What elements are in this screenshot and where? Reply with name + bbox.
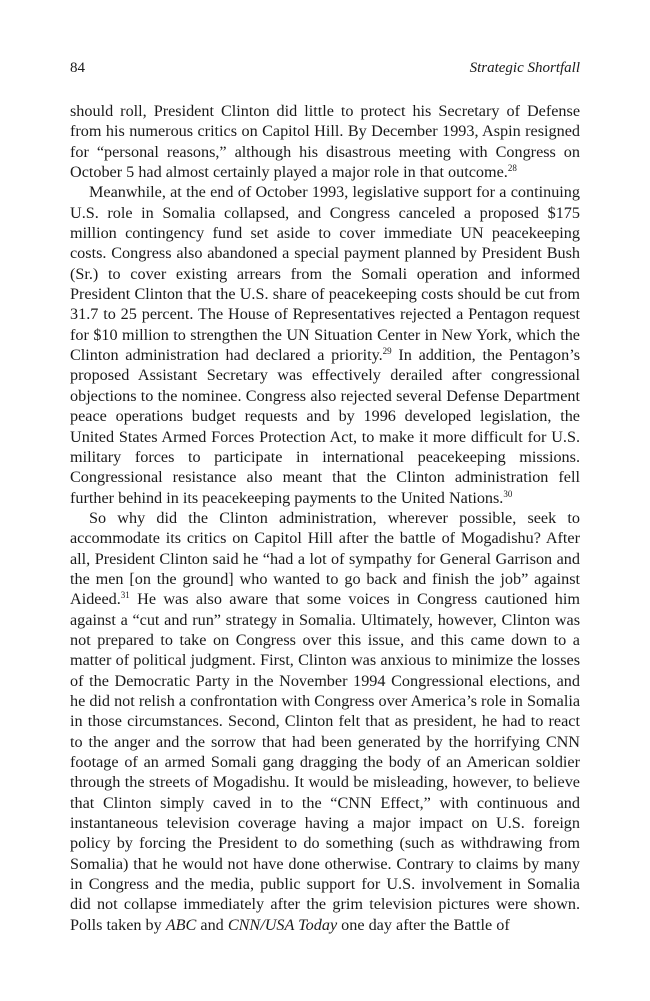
footnote-ref-29: 29 [382, 346, 392, 357]
body-text [70, 101, 580, 935]
footnote-ref-28: 28 [507, 163, 517, 174]
running-title: Strategic Shortfall [469, 60, 580, 76]
paragraph-1 [70, 101, 580, 182]
paragraph-2-text-b: In addition, the Pentagon’s proposed Assistant Secretary was effectively derailed after congressional objections to the nominee. Congress also rejected several Defense Department peace operations budget requests and by 1996 developed legislation, the United States Armed Forces Protection Act, to make it more difficult for U.S. military forces to participate in international peacekeeping missions. Congressional resistance also meant that the Clinton administration fell further behind in its peacekeeping payments to the United Nations. [70, 346, 580, 507]
page-number: 84 [70, 60, 85, 76]
paragraph-3-text-c: and [196, 915, 228, 934]
paragraph-3-text-a: So why did the Clinton administration, wherever possible, seek to accommodate its critics on Capitol Hill after the battle of Mogadishu? After all, President Clinton said he “had a lot of sympathy for General Garrison and the men [on the ground] who wanted to go back and finish the job” against Aideed. [70, 508, 580, 609]
paragraph-3 [70, 508, 580, 935]
running-head [70, 60, 580, 82]
paragraph-3-text-b: He was also aware that some voices in Congress cautioned him against a “cut and run” strategy in Somalia. Ultimately, however, Clinton was not prepared to take on Congress over this issue, and this came down to a matter of political judgment. First, Clinton was anxious to minimize the losses of the Democratic Party in the November 1994 Congressional elections, and he did not relish a confrontation with Congress over America’s role in Somalia in those circumstances. Second, Clinton felt that as president, he had to react to the anger and the sorrow that had been generated by the horrifying CNN footage of an armed Somali gang dragging the body of an American soldier through the streets of Mogadishu. It would be misleading, however, to believe that Clinton simply caved in to the “CNN Effect,” with continuous and instantaneous television coverage having a major impact on U.S. foreign policy by forcing the President to do something (such as withdrawing from Somalia) that he would not have done otherwise. Contrary to claims by many in Congress and the media, public support for U.S. involvement in Somalia did not collapse immediately after the grim television pictures were shown. Polls taken by [70, 590, 580, 934]
footnote-ref-30: 30 [503, 488, 513, 499]
paragraph-2-text-a: Meanwhile, at the end of October 1993, legislative support for a continuing U.S. role in Somalia collapsed, and Congress canceled a proposed $175 million contingency fund set aside to cover immediate UN peacekeeping costs. Congress also abandoned a special payment planned by President Bush (Sr.) to cover existing arrears from the Somali operation and informed President Clinton that the U.S. share of peacekeeping costs should be cut from 31.7 to 25 percent. The House of Representatives rejected a Pentagon request for $10 million to strengthen the UN Situation Center in New York, which the Clinton administration had declared a priority. [70, 183, 580, 365]
paragraph-2 [70, 182, 580, 508]
cnn-usa-today-italic: CNN/USA Today [227, 915, 338, 934]
paragraph-1-text: should roll, President Clinton did little to protect his Secretary of Defense from his numerous critics on Capitol Hill. By December 1993, Aspin resigned for “personal reasons,” although his disastrous meeting with Congress on October 5 had almost certainly played a major role in that outcome. [70, 102, 580, 182]
abc-italic: ABC [165, 915, 197, 934]
paragraph-3-text-d: one day after the Battle of [337, 915, 510, 934]
footnote-ref-31: 31 [120, 590, 130, 601]
